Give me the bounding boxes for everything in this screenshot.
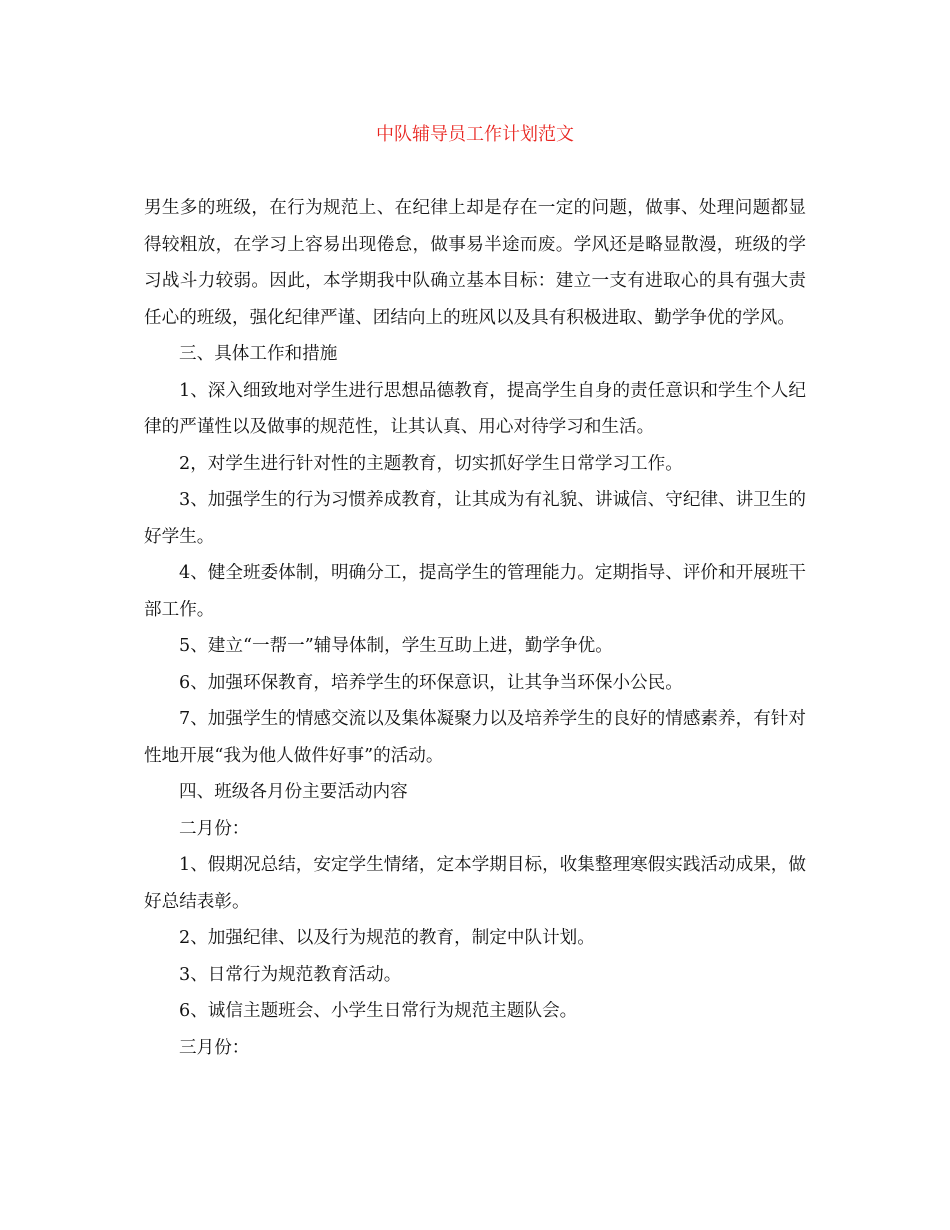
section-heading-measures: 三、具体工作和措施 bbox=[179, 344, 338, 364]
paragraph-feb-6: 6、诚信主题班会、小学生日常行为规范主题队会。 bbox=[179, 1001, 578, 1021]
paragraph-intro: 男生多的班级，在行为规范上、在纪律上却是存在一定的问题，做事、处理问题都显得较粗放，在学习上容易出现倦怠，做事易半途而废。学风还是略显散漫，班级的学习战斗力较弱。因此，本学期我中队确立基本目标：建立一支有进取心的具有强大责任心的班级，强化纪律严谨、团结向上的班风以及具有积极进取、勤学争优的学风。 bbox=[144, 198, 806, 328]
paragraph-item-5: 5、建立“一帮一”辅导体制，学生互助上进，勤学争优。 bbox=[179, 636, 613, 656]
section-heading-monthly: 四、班级各月份主要活动内容 bbox=[179, 782, 408, 802]
paragraph-item-6: 6、加强环保教育，培养学生的环保意识，让其争当环保小公民。 bbox=[179, 672, 683, 693]
paragraph-item-7: 7、加强学生的情感交流以及集体凝聚力以及培养学生的良好的情感素养，有针对性地开展“我为他人做件好事”的活动。 bbox=[144, 709, 806, 766]
paragraph-item-4: 4、健全班委体制，明确分工，提高学生的管理能力。定期指导、评价和开展班干部工作。 bbox=[144, 563, 806, 620]
document-title: 中队辅导员工作计划范文 bbox=[376, 124, 574, 145]
paragraph-feb-2: 2、加强纪律、以及行为规范的教育，制定中队计划。 bbox=[179, 928, 595, 948]
month-heading-mar: 三月份： bbox=[179, 1037, 250, 1058]
document-body bbox=[144, 190, 806, 1066]
paragraph-item-1: 1、深入细致地对学生进行思想品德教育，提高学生自身的责任意识和学生个人纪律的严谨性以及做事的规范性，让其认真、用心对待学习和生活。 bbox=[144, 380, 806, 437]
paragraph-feb-1: 1、假期况总结，安定学生情绪，定本学期目标，收集整理寒假实践活动成果，做好总结表彰。 bbox=[144, 855, 806, 912]
paragraph-feb-3: 3、日常行为规范教育活动。 bbox=[179, 964, 402, 985]
paragraph-item-2: 2，对学生进行针对性的主题教育，切实抓好学生日常学习工作。 bbox=[179, 453, 683, 474]
month-heading-feb: 二月份： bbox=[179, 818, 250, 839]
paragraph-item-3: 3、加强学生的行为习惯养成教育，让其成为有礼貌、讲诚信、守纪律、讲卫生的好学生。 bbox=[144, 490, 806, 547]
